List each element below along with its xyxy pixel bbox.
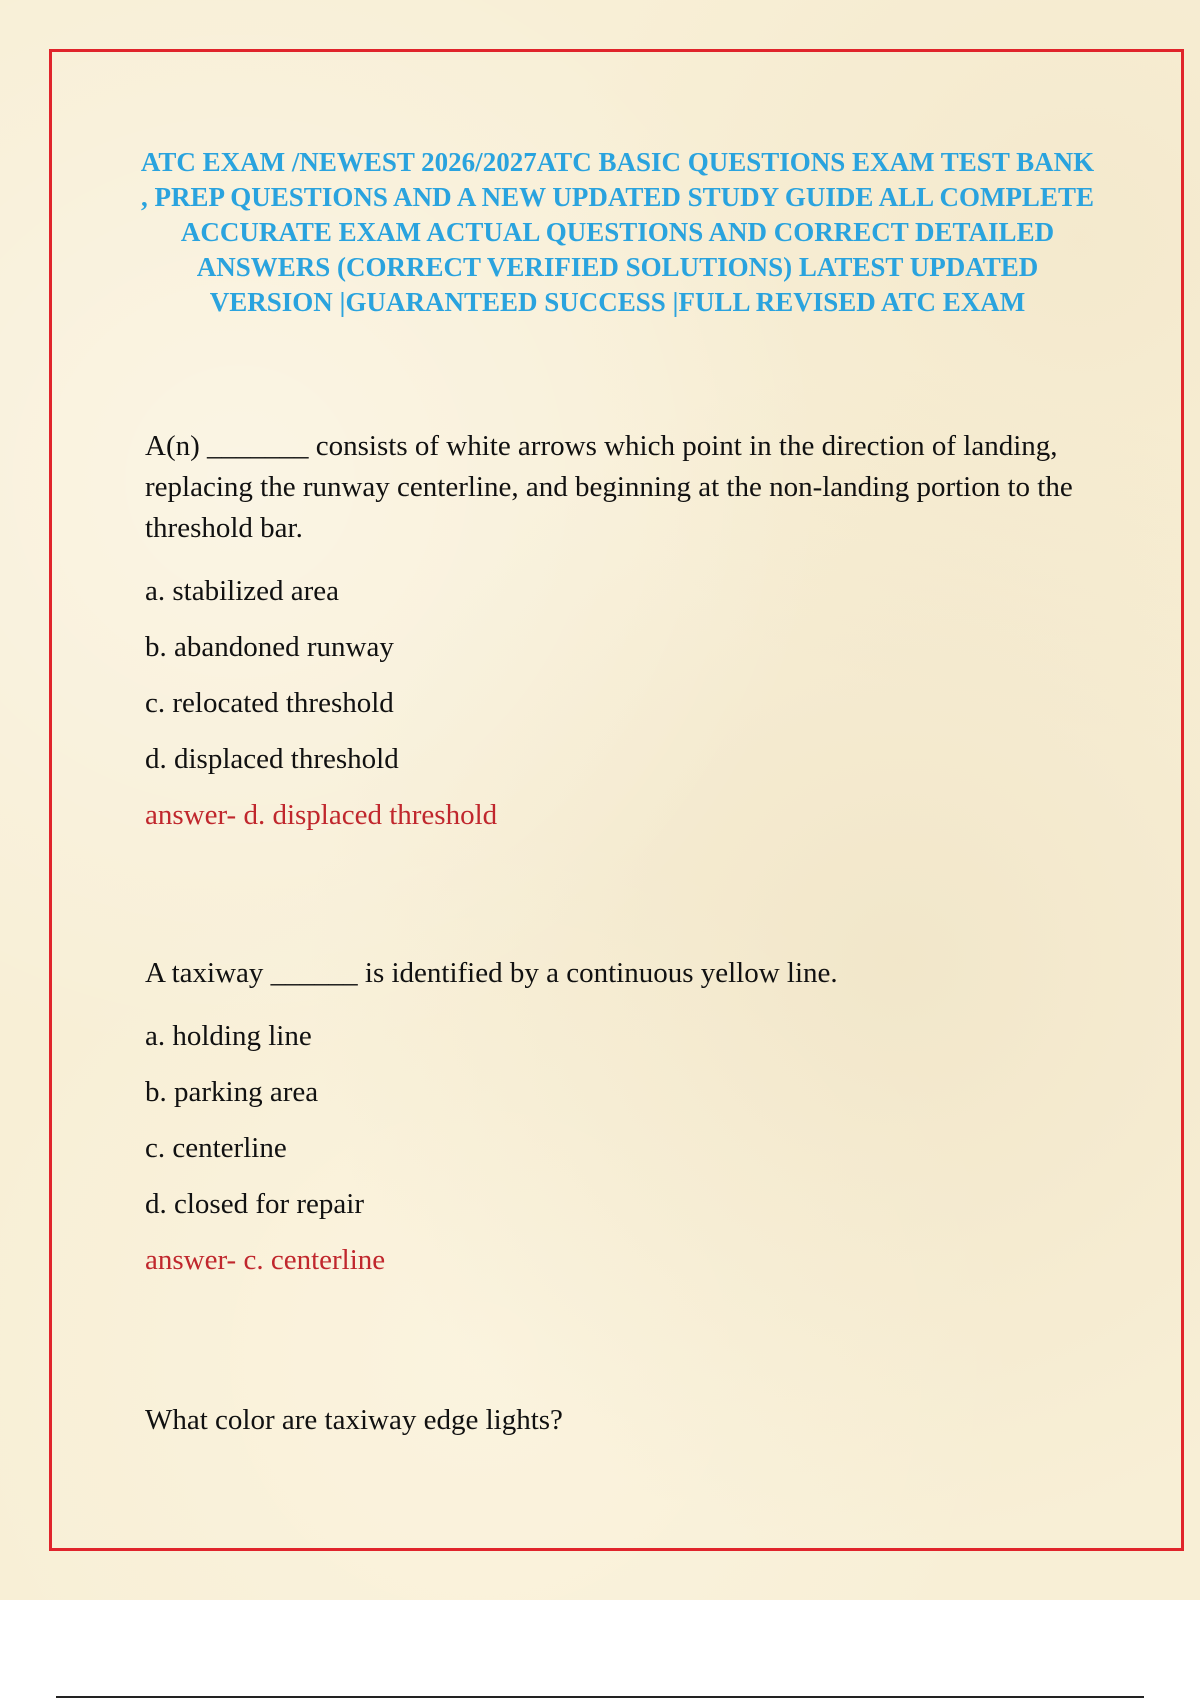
answer-text: answer- c. centerline	[145, 1244, 386, 1276]
answer-text: answer- d. displaced threshold	[145, 799, 498, 831]
option-b: b. parking area	[145, 1076, 319, 1108]
question-block-1	[145, 426, 1085, 843]
option-b: b. abandoned runway	[145, 631, 394, 663]
question-text: A taxiway ______ is identified by a continuous yellow line.	[145, 957, 838, 989]
spacer	[145, 843, 1085, 953]
question-text: What color are taxiway edge lights?	[145, 1404, 563, 1436]
question-content	[145, 426, 1085, 1455]
question-block-2	[145, 953, 1085, 1288]
option-d: d. displaced threshold	[145, 743, 399, 775]
question-block-3	[145, 1400, 1085, 1441]
option-d: d. closed for repair	[145, 1188, 365, 1220]
option-a: a. holding line	[145, 1020, 312, 1052]
question-text: A(n) _______ consists of white arrows which point in the direction of landing, replacing the runway centerline, and beginning at the non-landing portion to the threshold bar.	[145, 430, 1073, 544]
option-a: a. stabilized area	[145, 575, 340, 607]
option-c: c. centerline	[145, 1132, 287, 1164]
document-title: ATC EXAM /NEWEST 2026/2027ATC BASIC QUESTIONS EXAM TEST BANK , PREP QUESTIONS AND A NEW UPDATED STUDY GUIDE ALL COMPLETE ACCURATE EXAM ACTUAL QUESTIONS AND CORRECT DETAILED ANSWERS (CORRECT VERIFIED SOLUTIONS) LATEST UPDATED VERSION |GUARANTEED SUCCESS |FULL REVISED ATC EXAM	[140, 147, 1095, 317]
footer-divider	[56, 1696, 1144, 1698]
spacer	[145, 1288, 1085, 1400]
option-c: c. relocated threshold	[145, 687, 394, 719]
